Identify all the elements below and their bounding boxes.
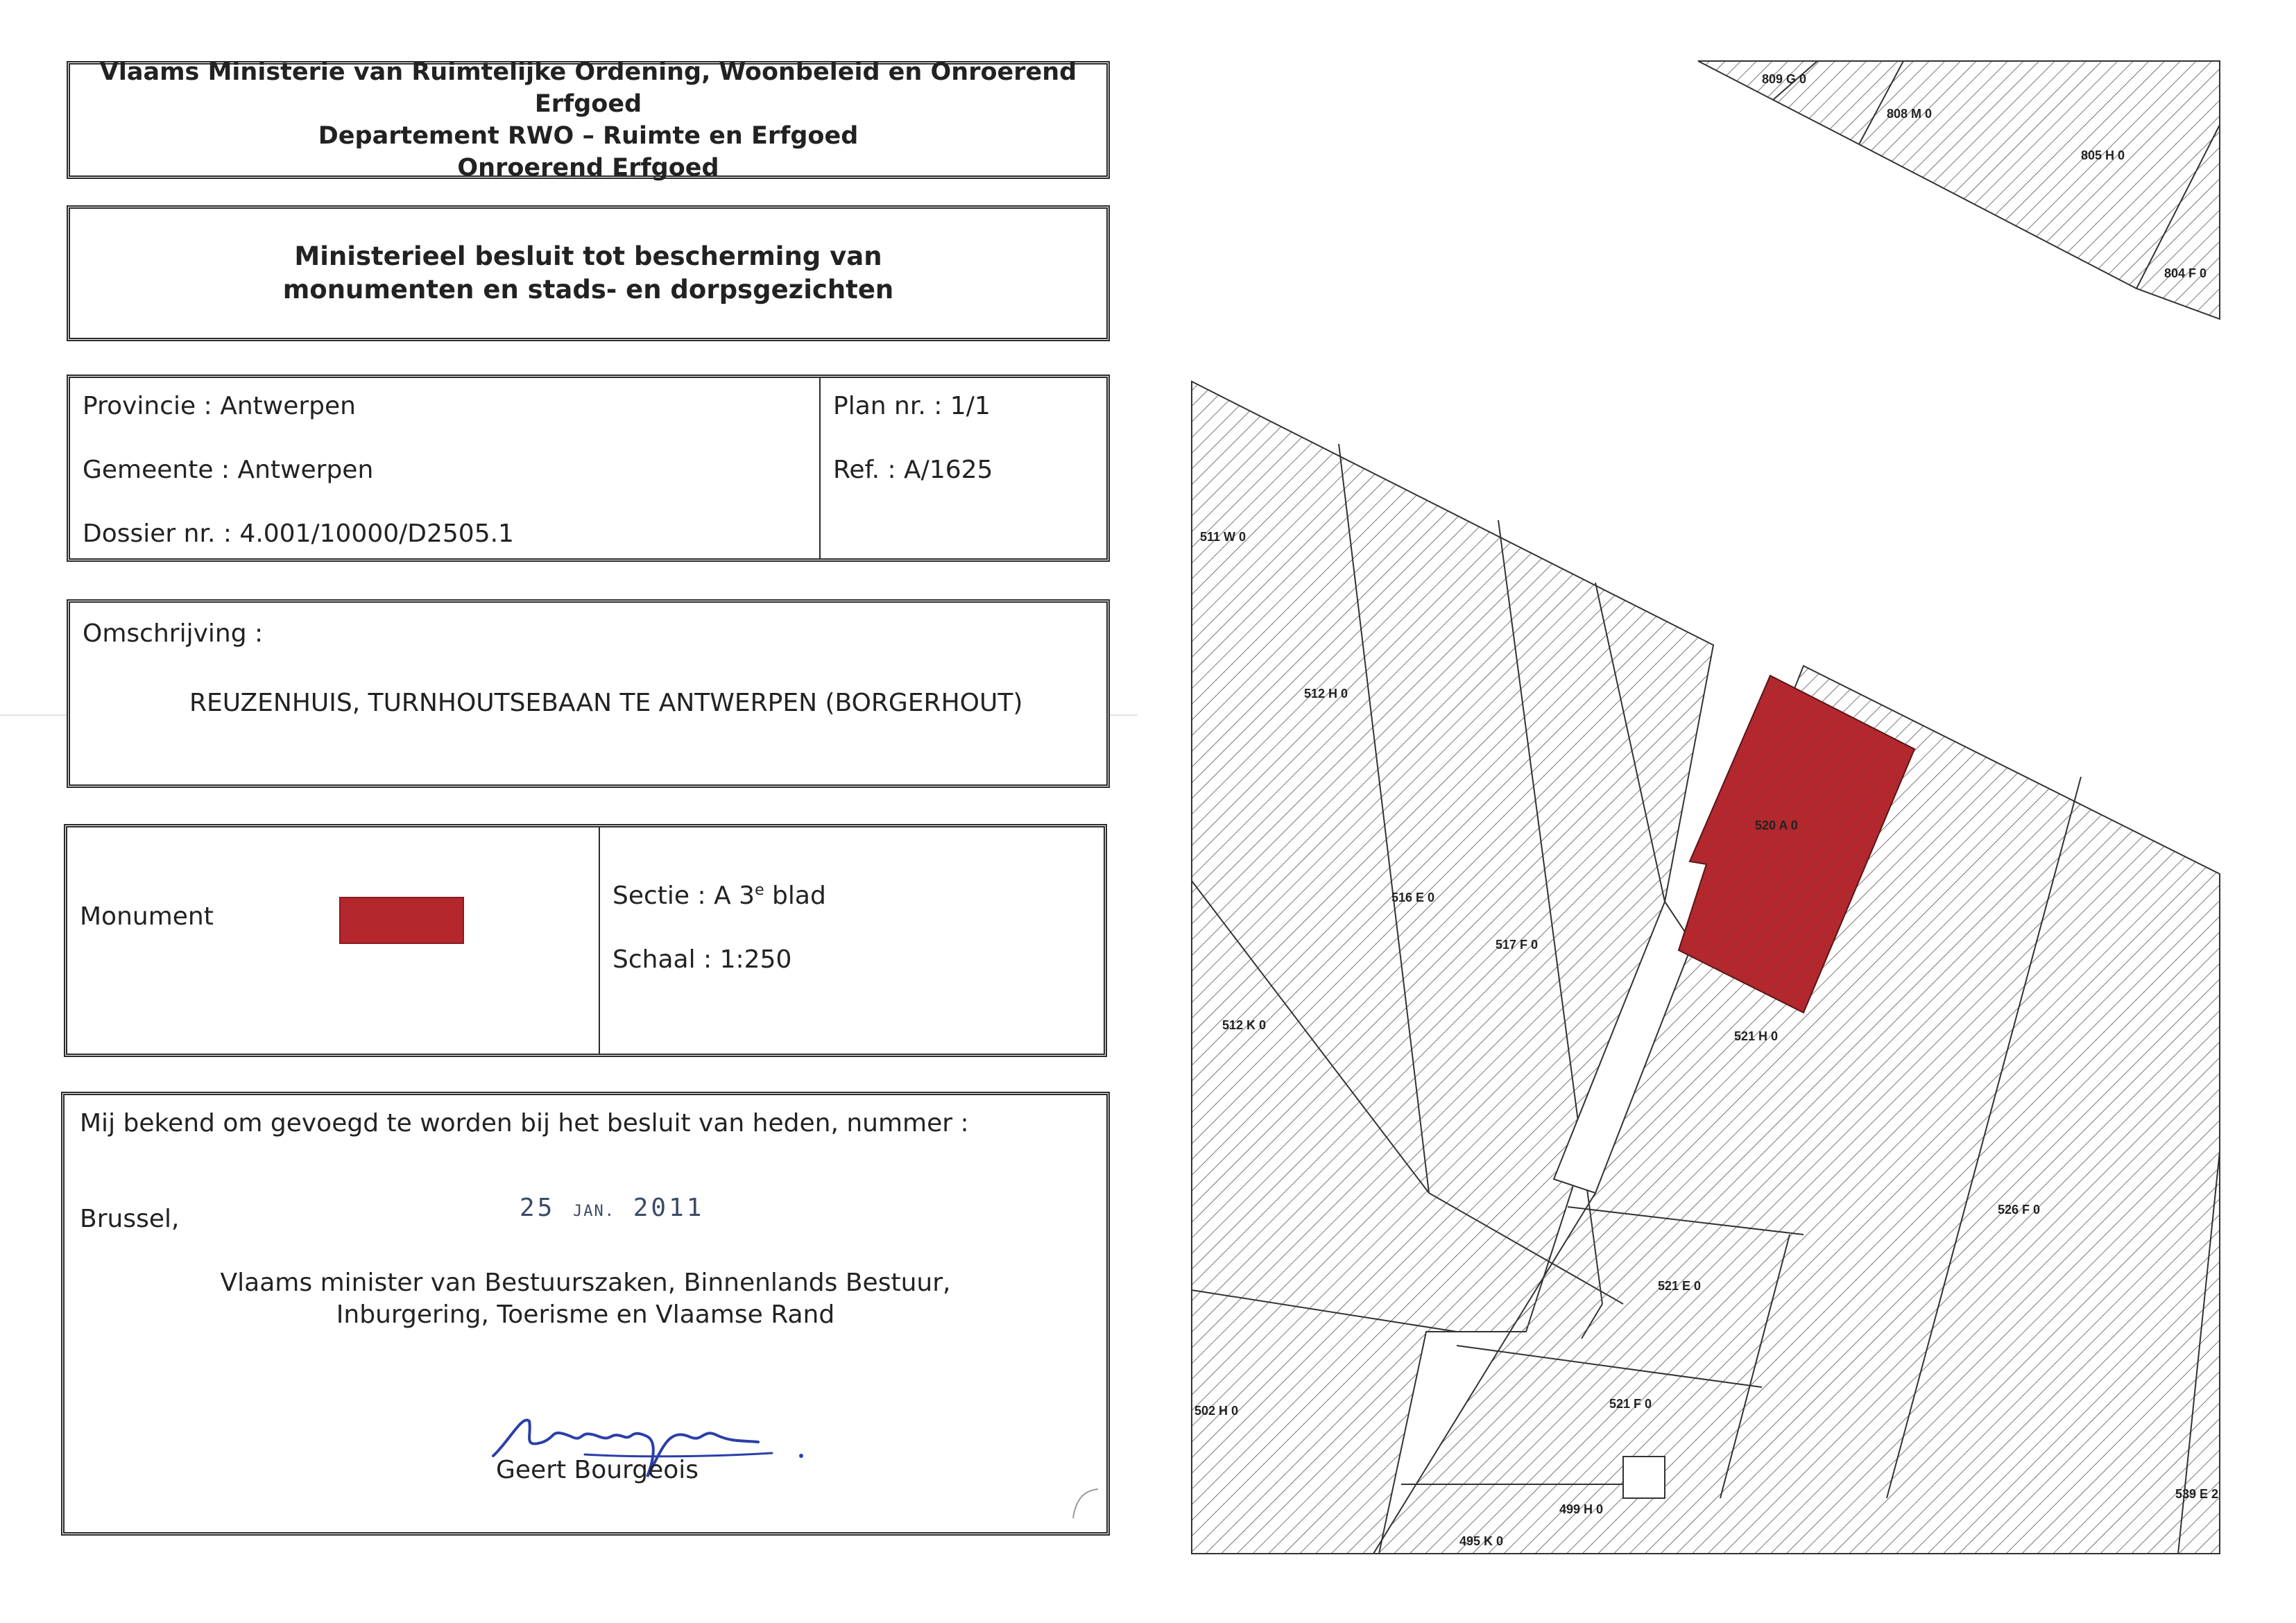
ref-field: Ref. : A/1625 bbox=[833, 456, 993, 484]
description-text: REUZENHUIS, TURNHOUTSEBAAN TE ANTWERPEN (BORGERHOUT) bbox=[189, 689, 1023, 717]
parcel-label-502h: 502 H 0 bbox=[1194, 1404, 1239, 1418]
place-text: Brussel, bbox=[80, 1205, 180, 1233]
sectie-suffix: blad bbox=[764, 882, 826, 910]
description-label: Omschrijving : bbox=[83, 619, 264, 648]
dossier-field: Dossier nr. : 4.001/10000/D2505.1 bbox=[83, 519, 514, 548]
parcel-label-526f: 526 F 0 bbox=[1998, 1203, 2041, 1217]
dossier-info bbox=[67, 375, 1110, 562]
department-name: Departement RWO – Ruimte en Erfgoed bbox=[318, 122, 859, 150]
parcel-label-512h: 512 H 0 bbox=[1304, 687, 1348, 701]
agency-name: Onroerend Erfgoed bbox=[457, 154, 719, 182]
decree-title-line2: monumenten en stads- en dorpsgezichten bbox=[282, 275, 894, 304]
parcel-label-521h: 521 H 0 bbox=[1734, 1029, 1779, 1043]
parcel-label-805h: 805 H 0 bbox=[2081, 148, 2125, 162]
description-box bbox=[67, 599, 1110, 788]
corner-mark bbox=[1063, 1484, 1105, 1525]
parcel-label-517f: 517 F 0 bbox=[1496, 938, 1539, 952]
parcel-label-511w: 511 W 0 bbox=[1200, 530, 1246, 544]
sectie-text: Sectie : A 3 bbox=[612, 882, 755, 910]
ministry-name: Vlaams Ministerie van Ruimtelijke Ordening, Woonbeleid en Onroerend Erfgoed bbox=[99, 58, 1077, 118]
ministry-header bbox=[67, 58, 1110, 182]
stamp-day: 25 bbox=[520, 1194, 556, 1222]
minister-role-line1: Vlaams minister van Bestuurszaken, Binnenlands Bestuur, bbox=[220, 1269, 951, 1297]
decree-title bbox=[67, 205, 1110, 341]
legend-box bbox=[64, 824, 1107, 1057]
parcel-label-521e: 521 E 0 bbox=[1658, 1279, 1702, 1293]
sectie-superscript: e bbox=[755, 882, 764, 899]
parcel-label-521f: 521 F 0 bbox=[1609, 1397, 1652, 1411]
signer-name: Geert Bourgeois bbox=[496, 1456, 699, 1484]
parcel-label-808m: 808 M 0 bbox=[1887, 107, 1933, 121]
date-stamp bbox=[520, 1194, 704, 1222]
plan-field: Plan nr. : 1/1 bbox=[833, 392, 991, 420]
monument-swatch bbox=[339, 897, 464, 944]
parcel-label-516e: 516 E 0 bbox=[1391, 891, 1435, 904]
monument-label: Monument bbox=[80, 902, 214, 931]
cadastral-map bbox=[1179, 42, 2247, 1568]
parcel-label-520a: 520 A 0 bbox=[1755, 818, 1798, 832]
parcel-label-499h: 499 H 0 bbox=[1559, 1502, 1604, 1516]
parcel-label-539e: 539 E 2 bbox=[2175, 1487, 2219, 1501]
provincie-field: Provincie : Antwerpen bbox=[83, 392, 356, 420]
parcel-block-north bbox=[1698, 61, 2220, 319]
minister-role-line2: Inburgering, Toerisme en Vlaamse Rand bbox=[336, 1300, 835, 1329]
signature-box bbox=[61, 1092, 1110, 1536]
decree-title-line1: Ministerieel besluit tot bescherming van bbox=[294, 241, 882, 271]
parcel-label-809g: 809 G 0 bbox=[1762, 72, 1807, 86]
gemeente-field: Gemeente : Antwerpen bbox=[83, 456, 374, 484]
schaal-field: Schaal : 1:250 bbox=[612, 945, 792, 974]
acknowledgement-text: Mij bekend om gevoegd te worden bij het besluit van heden, nummer : bbox=[80, 1109, 969, 1137]
legend-divider bbox=[599, 827, 600, 1054]
parcel-label-512k: 512 K 0 bbox=[1222, 1018, 1267, 1032]
parcel-label-495k: 495 K 0 bbox=[1459, 1534, 1504, 1548]
sectie-field bbox=[612, 882, 826, 910]
stamp-month: JAN. bbox=[573, 1203, 616, 1220]
parcel-label-804f: 804 F 0 bbox=[2164, 266, 2207, 280]
stamp-year: 2011 bbox=[633, 1194, 705, 1222]
